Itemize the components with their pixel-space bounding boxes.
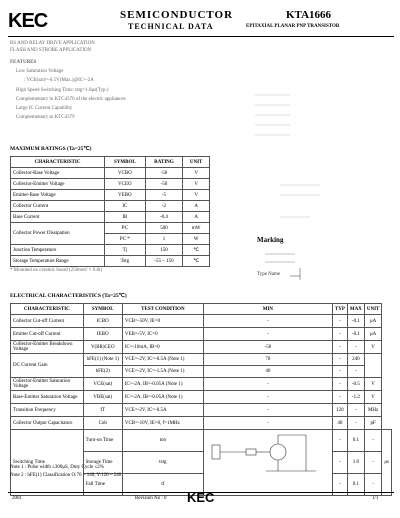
col-unit: UNIT — [183, 157, 210, 168]
elec-heading: ELECTRICAL CHARACTERISTICS (Ta=25℃) — [10, 293, 127, 299]
table-row: Collector Power Dissipation PC 500 mW — [11, 223, 210, 234]
application-2: FLASH AND STROBE APPLICATION — [10, 48, 92, 53]
max-ratings-table — [10, 156, 210, 267]
feature-item: Low Saturation Voltage — [16, 69, 64, 74]
feature-item: Large IC Current Capability — [16, 106, 73, 111]
table-row: Transition Frequency fT VCE=-2V, IC=-0.5A - 120 - MHz — [11, 404, 392, 417]
table-row: Storage Temperature Range Tstg -55 ~ 150 ℃ — [11, 256, 210, 267]
table-row: Storage Time tstg - 1.0 - — [11, 452, 392, 474]
max-ratings-heading: MAXIMUM RATINGS (Ta=25℃) — [10, 146, 92, 152]
table-row: Fall Time tf - 0.1 - — [11, 474, 392, 496]
table-row: Collector Current IC -2 A — [11, 201, 210, 212]
table-row: Collector Cut-off Current ICBO VCB=-50V, IE=0 - - -0.1 μA — [11, 315, 392, 328]
header-title: SEMICONDUCTOR — [120, 9, 234, 21]
footer-revision: Revision No : 0 — [135, 496, 167, 501]
marking-drawing — [255, 246, 315, 286]
table-row: Emitter Cut-off Current IEBO VEB=-5V, IC=0 - - -0.1 μA — [11, 328, 392, 341]
elec-table: CHARACTERISTIC SYMBOL TEST CONDITION MIN TYP MAX UNIT Collector Cut-off Current ICBO VCB=-50V, IE=0 - - -0.1 μA Emitter Cut-off Current IEBO VEB=-5V, IC=0 - - -0.1 μA Collector-Emitter Breakdown Voltage V(BR)CEO IC=-10mA, IB=0 -50 - - V DC Current Gain hFE(1) (Note 1) VCE=-2V, IC=-0.5A (Note 1) 70 - 240 hFE(2) VCE=-2V, IC=-1.5A (Note 1) 40 - - Collector-Emitter Saturation Voltage VCE(sat) IC=-2A, IB=-0.05A (Note 1) - - -0.5 V Base-Emitter Saturation Voltage VBE(sat) IC=-2A, IB=-0.05A (Note 1) - - -1.2 V Transition Frequency fT VCE=-2V, IC=-0.5A - 120 - MHz Collector Output Capacitance Cob VCB=-10V, IE=0, f=1MHz - 40 - pF Switching Time Turn-on Time ton - 0.1 - μs Storage Time tstg - 1.0 - Fall Time tf - 0.1 - — [10, 303, 392, 496]
switching-test-circuit — [206, 431, 330, 493]
table-row: Collector-Emitter Voltage VCEO -50 V — [11, 179, 210, 190]
marking-heading: Marking — [257, 236, 284, 244]
col-rating: RATING — [145, 157, 183, 168]
table-row: Collector Output Capacitance Cob VCB=-10V, IE=0, f=1MHz - 40 - pF — [11, 417, 392, 430]
col-symbol: SYMBOL — [105, 157, 146, 168]
table-row: Emitter-Base Voltage VEBO -5 V — [11, 190, 210, 201]
part-type: EPITAXIAL PLANAR PNP TRANSISTOR — [246, 24, 340, 29]
feature-item: : VCE(sat)=-0.5V(Max.)@IC=-2A — [24, 78, 94, 83]
type-name-label: Type Name — [257, 272, 281, 277]
table-row: Base Current IB -0.4 A — [11, 212, 210, 223]
feature-item: Complementary to KTC4370 of the electric appliances — [16, 97, 126, 102]
note-2: Note 2 : hFE(1) Classification O:70 ~ 140, Y:120 ~ 240 — [10, 473, 122, 478]
table-row: Collector-Emitter Breakdown Voltage V(BR)CEO IC=-10mA, IB=0 -50 - - V — [11, 341, 392, 354]
feature-item: Complementary to KTC4379 — [16, 115, 75, 120]
table-row: Collector-Emitter Saturation Voltage VCE(sat) IC=-2A, IB=-0.05A (Note 1) - - -0.5 V — [11, 378, 392, 391]
footer-date: 2001 — [12, 496, 22, 501]
feature-item: High Speed Switching Time: tstg=1.0μs(Typ.) — [16, 88, 109, 93]
footer-page: 1/1 — [372, 496, 379, 501]
table-row: hFE(2) VCE=-2V, IC=-1.5A (Note 1) 40 - - — [11, 366, 392, 378]
part-number: KTA1666 — [286, 9, 332, 21]
package-outline-drawing — [250, 75, 390, 260]
switching-time-label: Switching Time — [11, 430, 84, 496]
header-divider — [8, 36, 394, 37]
table-row: DC Current Gain hFE(1) (Note 1) VCE=-2V, IC=-0.5A (Note 1) 70 - 240 — [11, 354, 392, 366]
footer-logo: KEC — [187, 490, 215, 505]
table-row: Base-Emitter Saturation Voltage VBE(sat) IC=-2A, IB=-0.05A (Note 1) - - -1.2 V — [11, 391, 392, 404]
switching-circuit-cell — [203, 430, 332, 496]
table-row: Junction Temperature Tj 150 ℃ — [11, 245, 210, 256]
max-ratings-note: * Mounted on ceramic board (250mm² × 0.8t) — [10, 268, 103, 273]
header-subtitle: TECHNICAL DATA — [128, 22, 214, 31]
table-row: Switching Time Turn-on Time ton - 0.1 - μs — [11, 430, 392, 452]
table-row: PC * 1 W — [11, 234, 210, 245]
application-1: RS AND RELAY DRIVE APPLICATION — [10, 41, 95, 46]
kec-logo: KEC — [8, 10, 48, 32]
features-heading: FEATURES — [10, 60, 37, 65]
note-1: Note 1 : Pulse width ≤300μS, Duty Cycle ≤2% — [10, 465, 104, 470]
col-characteristic: CHARACTERISTIC — [11, 157, 105, 168]
table-row: Collector-Base Voltage VCBO -50 V — [11, 168, 210, 179]
